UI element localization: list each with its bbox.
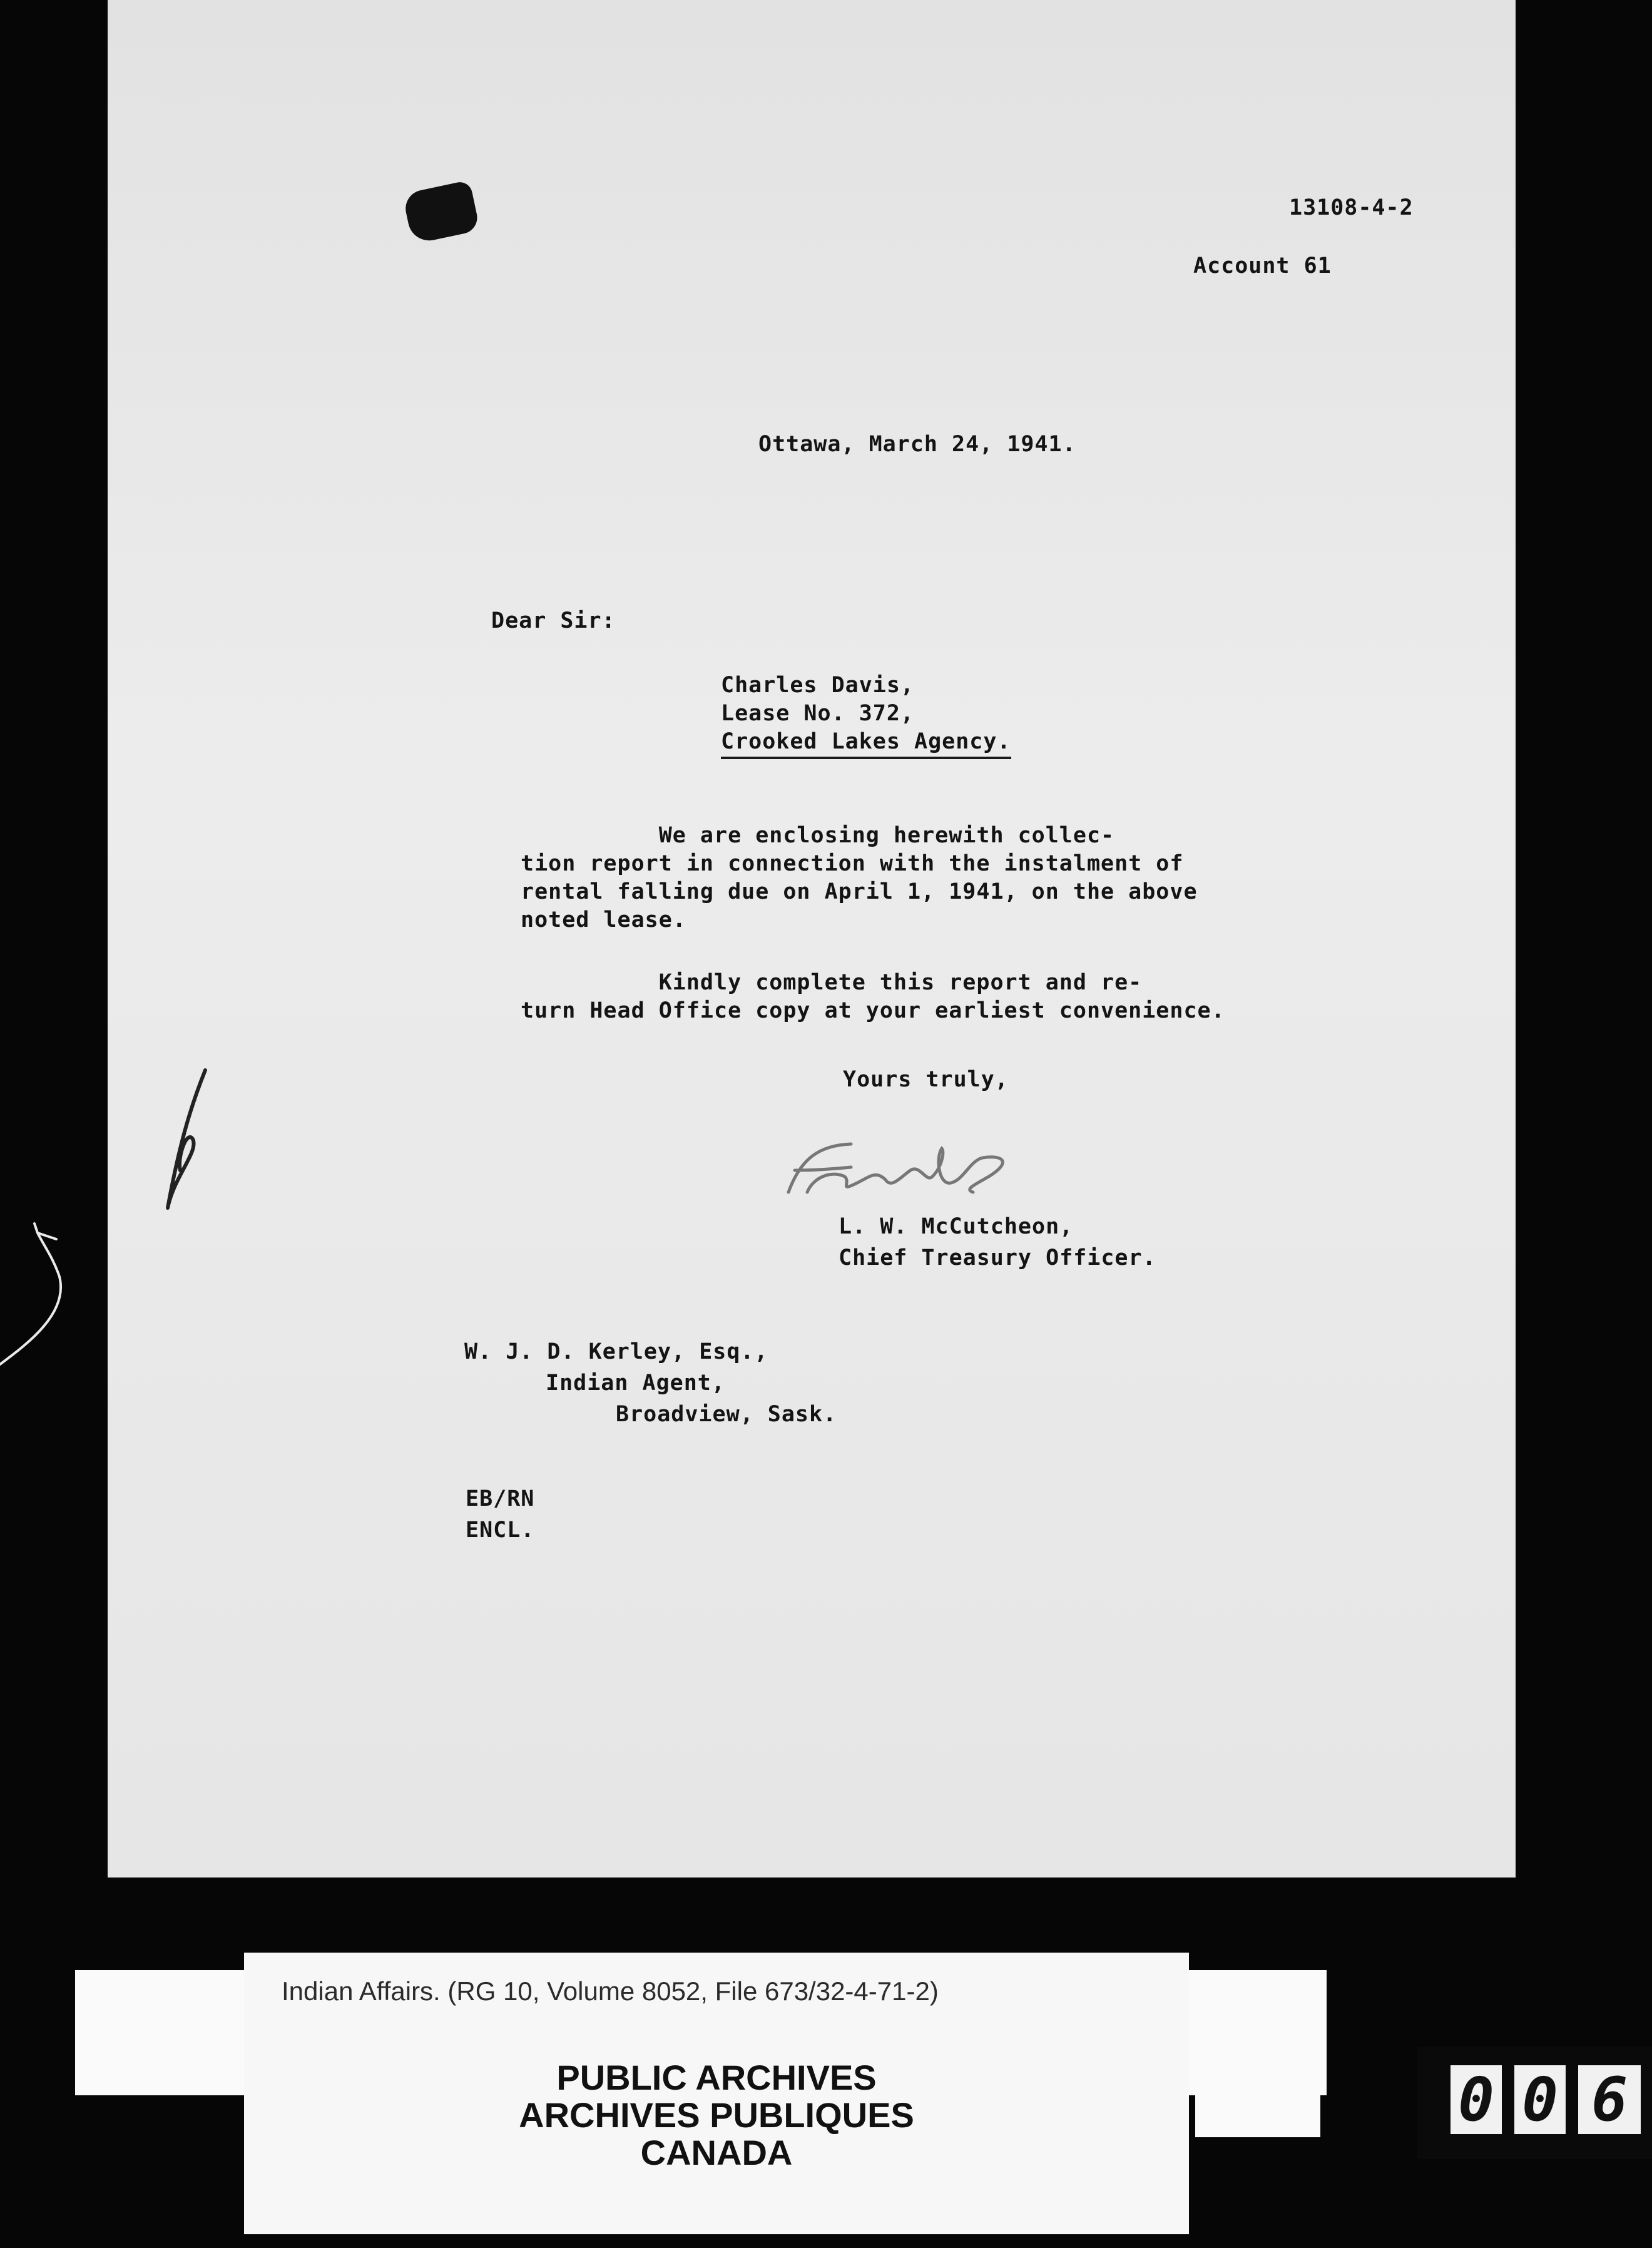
frame-digit: 6 bbox=[1578, 2065, 1641, 2134]
signer-name: L. W. McCutcheon, bbox=[839, 1214, 1074, 1239]
salutation: Dear Sir: bbox=[491, 608, 616, 633]
recipient-name: W. J. D. Kerley, Esq., bbox=[464, 1339, 768, 1364]
archive-name-line: CANADA bbox=[640, 2133, 793, 2172]
archive-name bbox=[350, 2059, 1083, 2172]
body-line: We are enclosing herewith collec- bbox=[521, 823, 1115, 848]
archive-reference: Indian Affairs. (RG 10, Volume 8052, File 673/32-4-71-2) bbox=[282, 1976, 939, 2006]
body-line: rental falling due on April 1, 1941, on the above bbox=[521, 879, 1198, 904]
body-line: tion report in connection with the instalment of bbox=[521, 851, 1184, 876]
typist-initials: EB/RN bbox=[466, 1486, 535, 1511]
enclosure-note: ENCL. bbox=[466, 1518, 535, 1543]
archive-name-line: ARCHIVES PUBLIQUES bbox=[519, 2095, 914, 2135]
date-line: Ottawa, March 24, 1941. bbox=[758, 432, 1076, 457]
body-line: noted lease. bbox=[521, 907, 686, 932]
closing: Yours truly, bbox=[843, 1067, 1009, 1092]
subject-lease: Lease No. 372, bbox=[721, 701, 915, 726]
frame-digit: 0 bbox=[1514, 2065, 1566, 2134]
frame-digit: 0 bbox=[1451, 2065, 1502, 2134]
subject-agency: Crooked Lakes Agency. bbox=[721, 729, 1011, 759]
body-line: Kindly complete this report and re- bbox=[521, 970, 1143, 995]
archive-tab-right bbox=[1195, 1987, 1320, 2137]
letter-page bbox=[108, 0, 1516, 1878]
signature-icon bbox=[776, 1133, 1064, 1208]
signer-title: Chief Treasury Officer. bbox=[839, 1245, 1156, 1270]
margin-mark-icon bbox=[155, 1064, 212, 1220]
archive-name-line: PUBLIC ARCHIVES bbox=[556, 2058, 877, 2097]
thread-icon bbox=[0, 1220, 75, 1377]
subject-name: Charles Davis, bbox=[721, 673, 915, 698]
ink-blot bbox=[402, 180, 481, 244]
recipient-title: Indian Agent, bbox=[546, 1371, 725, 1396]
account-number: Account 61 bbox=[1193, 253, 1332, 278]
recipient-location: Broadview, Sask. bbox=[616, 1402, 837, 1427]
body-line: turn Head Office copy at your earliest convenience. bbox=[521, 998, 1225, 1023]
file-number: 13108-4-2 bbox=[1289, 195, 1414, 220]
